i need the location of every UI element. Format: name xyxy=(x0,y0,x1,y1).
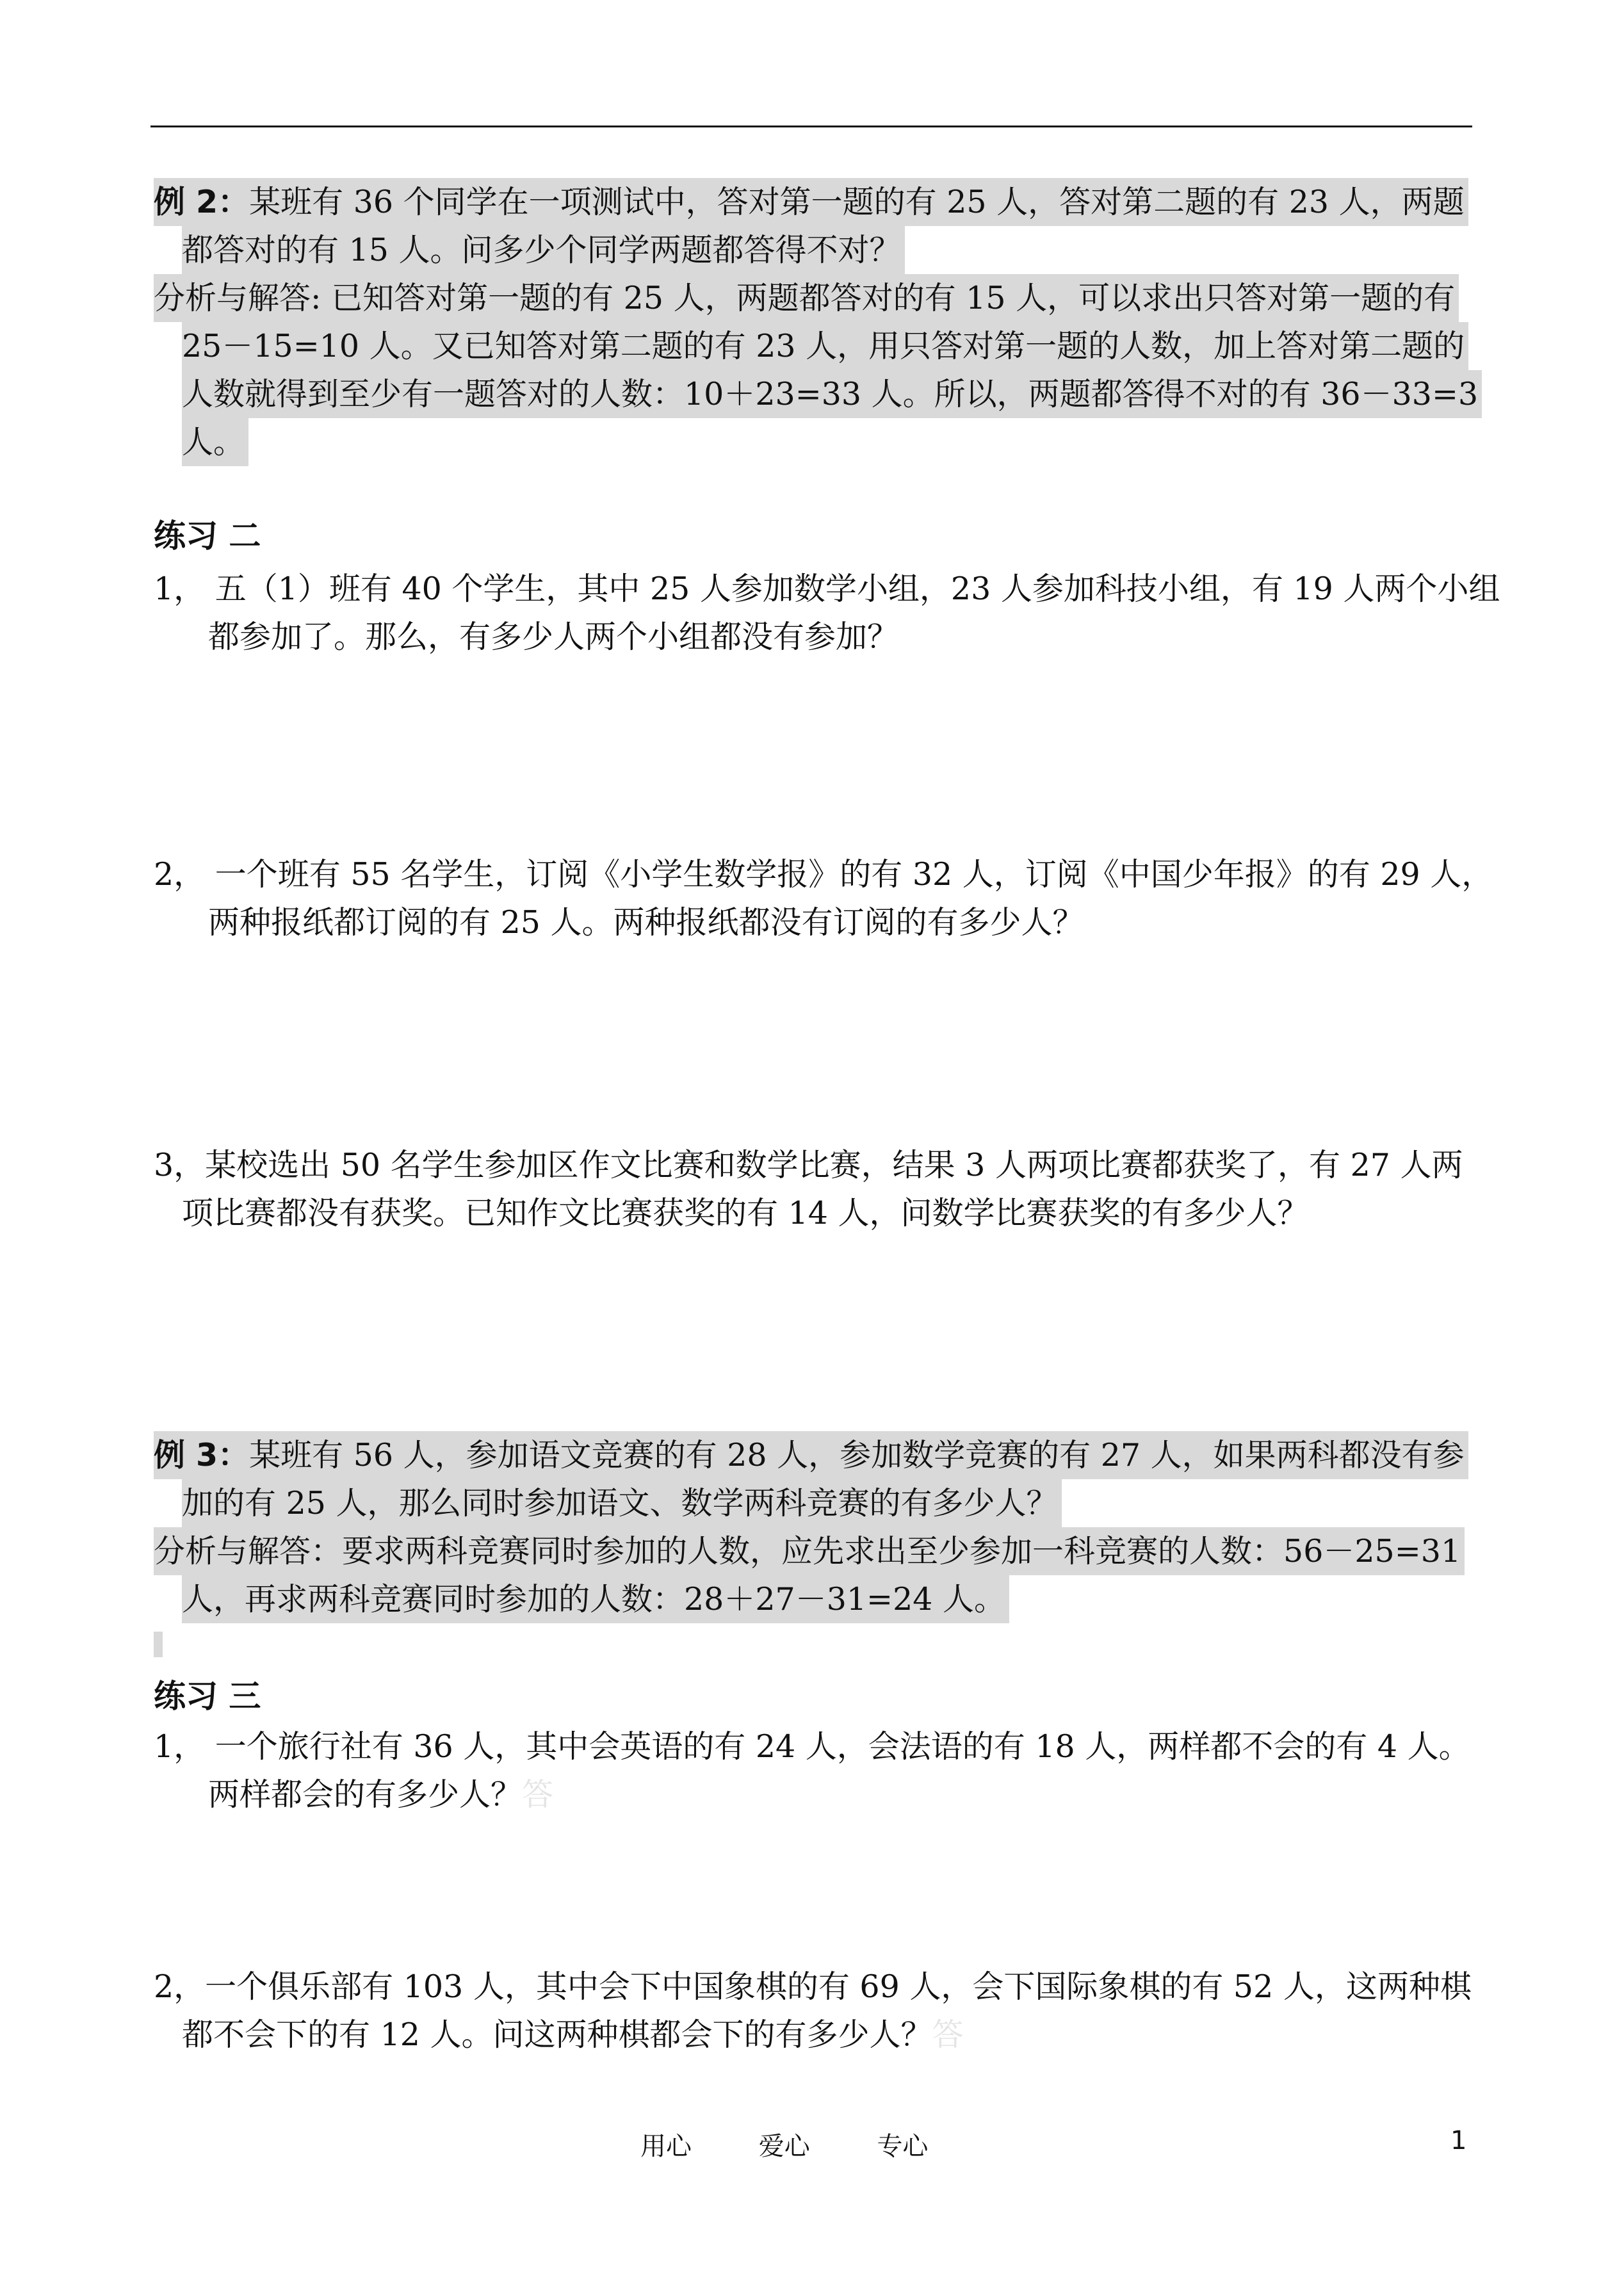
practice-3-heading: 练习 三 xyxy=(154,1678,261,1715)
practice-2-heading: 练习 二 xyxy=(154,517,261,555)
practice-3-item-2-line-2: 都不会下的有 12 人。问这两种棋都会下的有多少人？答 xyxy=(182,2016,964,2053)
example-2-answer-line-3: 人数就得到至少有一题答对的人数：10＋23=33 人。所以，两题都答得不对的有 36－33=3 xyxy=(182,370,1482,418)
example-2-answer-line-1: 分析与解答: 已知答对第一题的有 25 人，两题都答对的有 15 人，可以求出只答对第一题的有 xyxy=(154,274,1459,322)
practice-2 xyxy=(154,512,1479,560)
page-footer xyxy=(0,2126,1624,2171)
footer-words xyxy=(640,2126,928,2162)
example-2-answer-line-2: 25－15=10 人。又已知答对第二题的有 23 人，用只答对第一题的人数，加上答对第二题的 xyxy=(182,322,1468,370)
practice-2-item-3-line-1: 3，某校选出 50 名学生参加区作文比赛和数学比赛，结果 3 人两项比赛都获奖了，有 27 人两 xyxy=(154,1147,1463,1183)
practice-2-item-1-line-1: 1， 五（1）班有 40 个学生，其中 25 人参加数学小组，23 人参加科技小组，有 19 人两个小组 xyxy=(154,571,1500,607)
practice-3-item-1-tail: 答 xyxy=(522,1776,554,1813)
practice-3 xyxy=(154,1673,1479,1721)
example-3-label: 例 3： xyxy=(154,1437,250,1473)
practice-2-item-2-line-2: 两种报纸都订阅的有 25 人。两种报纸都没有订阅的有多少人？ xyxy=(208,904,1084,941)
footer-word-3: 专心 xyxy=(877,2132,929,2161)
header-rule xyxy=(150,126,1472,127)
example-3 xyxy=(154,1431,1479,1623)
example-2-answer-line-4: 人。 xyxy=(182,418,248,466)
practice-3-item-2 xyxy=(154,1963,1479,2059)
example-3-question-line-2: 加的有 25 人，那么同时参加语文、数学两科竞赛的有多少人？ xyxy=(182,1479,1062,1527)
footer-word-2: 爱心 xyxy=(758,2132,810,2161)
practice-3-item-1 xyxy=(154,1723,1479,1819)
example-2-question-line-1: 例 2：某班有 36 个同学在一项测试中，答对第一题的有 25 人，答对第二题的有 23 人，两题 xyxy=(154,178,1468,226)
practice-3-item-1-line-2: 两样都会的有多少人？答 xyxy=(208,1776,554,1813)
example-2-answer-label: 分析与解答: xyxy=(154,280,321,316)
practice-3-item-2-tail: 答 xyxy=(932,2016,964,2053)
practice-2-item-1-line-2: 都参加了。那么，有多少人两个小组都没有参加？ xyxy=(208,619,899,655)
practice-2-item-2 xyxy=(154,850,1493,946)
practice-3-item-2-line-1: 2，一个俱乐部有 103 人，其中会下中国象棋的有 69 人，会下国际象棋的有 52 人，这两种棋 xyxy=(154,1968,1472,2005)
page-number: 1 xyxy=(1450,2126,1467,2155)
example-3-answer-line-1: 分析与解答：要求两科竞赛同时参加的人数，应先求出至少参加一科竞赛的人数：56－25=31 xyxy=(154,1527,1465,1575)
example-2 xyxy=(154,178,1479,466)
example-3-answer-line-2: 人，再求两科竞赛同时参加的人数：28＋27－31=24 人。 xyxy=(182,1575,1009,1623)
practice-3-item-1-line-1: 1， 一个旅行社有 36 人，其中会英语的有 24 人，会法语的有 18 人，两样都不会的有 4 人。 xyxy=(154,1728,1470,1765)
practice-2-item-3 xyxy=(154,1141,1479,1237)
practice-2-item-2-line-1: 2， 一个班有 55 名学生，订阅《小学生数学报》的有 32 人，订阅《中国少年报》的有 29 人， xyxy=(154,856,1493,893)
highlight-marker xyxy=(154,1632,163,1657)
example-2-question-line-2: 都答对的有 15 人。问多少个同学两题都答得不对？ xyxy=(182,226,905,274)
example-3-answer-label: 分析与解答： xyxy=(154,1533,343,1569)
example-3-question-line-1: 例 3：某班有 56 人，参加语文竞赛的有 28 人，参加数学竞赛的有 27 人，如果两科都没有参 xyxy=(154,1431,1468,1479)
practice-2-item-3-line-2: 项比赛都没有获奖。已知作文比赛获奖的有 14 人，问数学比赛获奖的有多少人？ xyxy=(182,1195,1309,1231)
practice-2-item-1 xyxy=(154,565,1500,661)
example-2-label: 例 2： xyxy=(154,184,250,220)
footer-word-1: 用心 xyxy=(640,2132,692,2161)
